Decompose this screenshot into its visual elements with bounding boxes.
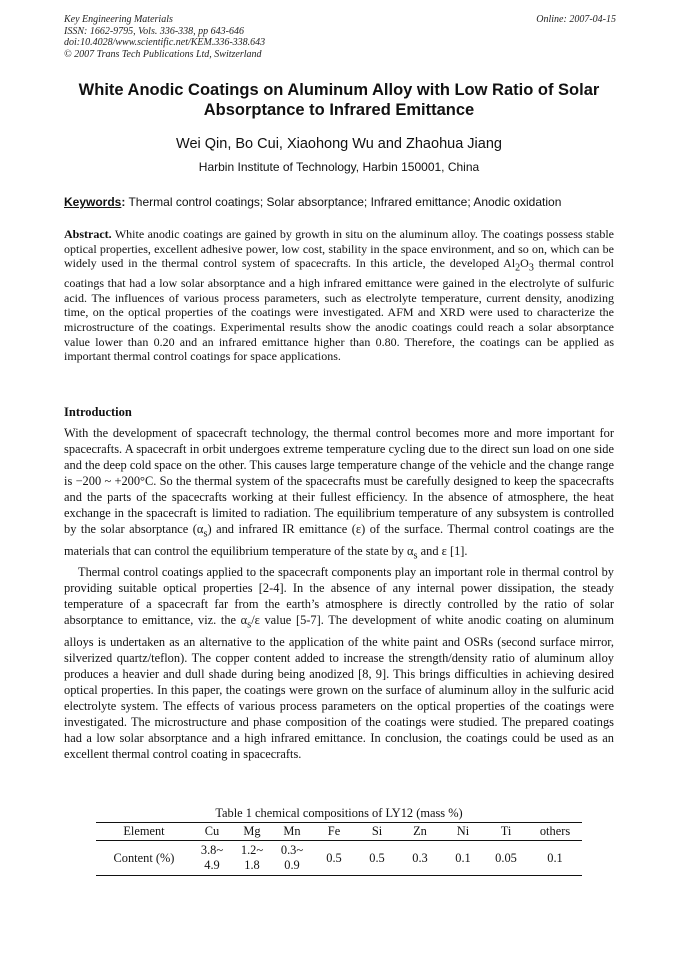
introduction-body [64,425,614,762]
composition-table [96,822,582,876]
abstract-formula-o: O [520,256,529,271]
header-others: others [528,823,582,841]
cell-cu-line-1: 3.8~ [200,843,224,857]
header-ti: Ti [484,823,528,841]
table-header-row [96,823,582,841]
cell-others: 0.1 [528,841,582,876]
introduction-heading: Introduction [64,405,132,419]
abstract [64,227,614,364]
keywords-text: Thermal control coatings; Solar absorptance; Infrared emittance; Anodic oxidation [125,195,562,209]
cell-mn-line-2: 0.9 [284,858,300,872]
keywords-colon: : [121,195,126,209]
header-si: Si [356,823,398,841]
header-zn: Zn [398,823,442,841]
intro-p2-text-a: Thermal control coatings applied to the spacecraft components play an important role in thermal control by providing suitable optical properties [2-4]. In the absence of any internal power dissipation, the steady temperature of a spacecraft far from the earth’s atmosphere is directly controlled by the ratio of solar absorptance to emittance, viz. the α [64,565,614,628]
cell-mg [232,841,272,876]
cell-zn: 0.3 [398,841,442,876]
intro-p1-text-b: ) and infrared IR emittance (ε) of the surface. Thermal control coatings are the materials that can control the equilibrium temperature of the state by α [64,522,614,558]
title-line-1: White Anodic Coatings on Aluminum Alloy with Low Ratio of Solar [78,81,600,99]
intro-p1-sub-1: s [203,528,208,540]
header-ni: Ni [442,823,484,841]
abstract-sub-2: 3 [528,262,534,274]
cell-mn-line-1: 0.3~ [280,843,304,857]
cell-si: 0.5 [356,841,398,876]
header-mg: Mg [232,823,272,841]
issn-line: ISSN: 1662-9795, Vols. 336-338, pp 643-646 [64,25,244,37]
cell-mn [272,841,312,876]
intro-p1-text-a: With the development of spacecraft technology, the thermal control becomes more and more important for spacecrafts. A spacecraft in orbit undergoes extreme temperature cycling due to the direct sun load on one side and the deep cold space on the other. This causes large temperature change of the vehicle and the change range is −200 ~ +200°C. So the thermal system of the spacecrafts must be carefully designed to keep the spacecrafts and the parts of the spacecrafts working at their fullest efficiency. In the absence of atmosphere, the heat exchange in the spacecraft is limited to radiation. The equilibrium temperature of any subsystem is controlled by the solar absorptance (α [64,426,614,537]
paper-title [40,80,638,120]
table-caption: Table 1 chemical compositions of LY12 (mass %) [215,806,463,820]
intro-p2-sub: s [247,619,252,631]
cell-ni: 0.1 [442,841,484,876]
header-cu: Cu [192,823,232,841]
cell-fe: 0.5 [312,841,356,876]
intro-p1-sub-2: s [413,550,418,562]
cell-mg-line-1: 1.2~ [240,843,264,857]
abstract-label: Abstract. [64,227,112,241]
cell-ti: 0.05 [484,841,528,876]
journal-name: Key Engineering Materials [64,14,173,25]
author-list: Wei Qin, Bo Cui, Xiaohong Wu and Zhaohua Jiang [176,136,502,152]
abstract-text-1: White anodic coatings are gained by growth in situ on the aluminum alloy. The coatings possess stable optical properties, excellent adhesive power, low cost, stability in the space environment, and so on, which can be widely used in the thermal control system of spacecrafts. In this article, the developed Al [64,227,614,271]
table-row [96,841,582,876]
header-element: Element [96,823,192,841]
cell-cu-line-2: 4.9 [204,858,220,872]
intro-paragraph-1 [64,425,614,564]
title-line-2: Absorptance to Infrared Emittance [203,101,475,119]
cell-cu [192,841,232,876]
intro-p1-text-c: and ε [1]. [417,543,468,558]
row-label: Content (%) [96,841,192,876]
intro-paragraph-2 [64,564,614,762]
abstract-sub-1: 2 [515,262,521,274]
cell-mg-line-2: 1.8 [244,858,260,872]
keywords-label: Keywords [64,195,122,209]
keywords [64,195,624,210]
intro-p2-text-b: /ε value [5-7]. The development of white anodic coating on aluminum alloys is undertaken as an alternative to the application of the white paint and OSRs (second surface mirror, silverized quartz/teflon). The copper content added to increase the strength/density ratio of aluminum alloy produces a heavier and dull shade during being anodized [8, 9]. This brings difficulties in achieving desired optical properties. In this paper, the coatings were grown on the surface of aluminum alloy in the sulfuric acid electrolyte system. The effects of various process parameters on the optical properties of the coatings were investigated. The microstructure and phase composition of the coatings were studied. The prepared coatings had a low solar absorptance and a high infrared emittance. In conclusion, the coatings could be used as an excellent thermal control coating in spacecrafts. [64,613,614,762]
abstract-text-2: thermal control coatings that had a low solar absorptance and a high infrared emittance were gained in the electrolyte of sulfuric acid. The influences of various process parameters, such as electrolyte temperature, current density, anodizing time, on the optical properties of the coatings were investigated. AFM and XRD were used to characterize the microstructure of the coatings. Experimental results show the anodic coatings could reach a solar absorptance value lower than 0.20 and an infrared emittance higher than 0.80. Therefore, the coatings can be applied as important thermal control coatings for space applications. [64,256,615,364]
doi-line: doi:10.4028/www.scientific.net/KEM.336-338.643 [64,37,266,48]
header-mn: Mn [272,823,312,841]
affiliation: Harbin Institute of Technology, Harbin 150001, China [198,160,480,174]
online-date: Online: 2007-04-15 [536,14,616,25]
header-fe: Fe [312,823,356,841]
journal-header [64,14,616,60]
copyright-line: © 2007 Trans Tech Publications Ltd, Switzerland [64,48,262,60]
